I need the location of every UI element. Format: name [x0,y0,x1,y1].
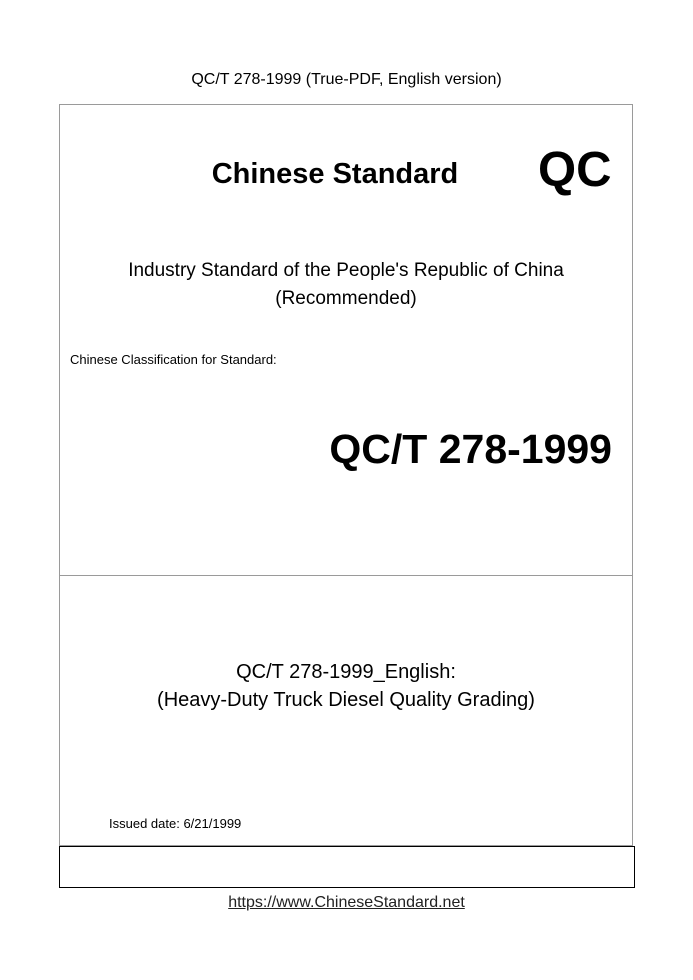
standard-title: Chinese Standard [211,158,459,190]
bottom-box [59,846,635,888]
issued-date: Issued date: 6/21/1999 [109,816,242,831]
recommended-line: (Recommended) [275,288,417,309]
industry-standard-line: Industry Standard of the People's Republic of China [128,260,564,281]
standard-number: QC/T 278-1999 [329,426,612,472]
classification-label: Chinese Classification for Standard: [70,352,277,367]
english-title-name: (Heavy-Duty Truck Diesel Quality Grading) [157,689,535,711]
cover-frame [59,104,633,846]
english-title-code: QC/T 278-1999_English: [236,661,456,683]
page-header: QC/T 278-1999 (True-PDF, English version) [191,71,502,88]
cover-divider [59,575,633,576]
standard-code-mark: QC [538,143,612,197]
website-link[interactable]: https://www.ChineseStandard.net [228,894,465,911]
